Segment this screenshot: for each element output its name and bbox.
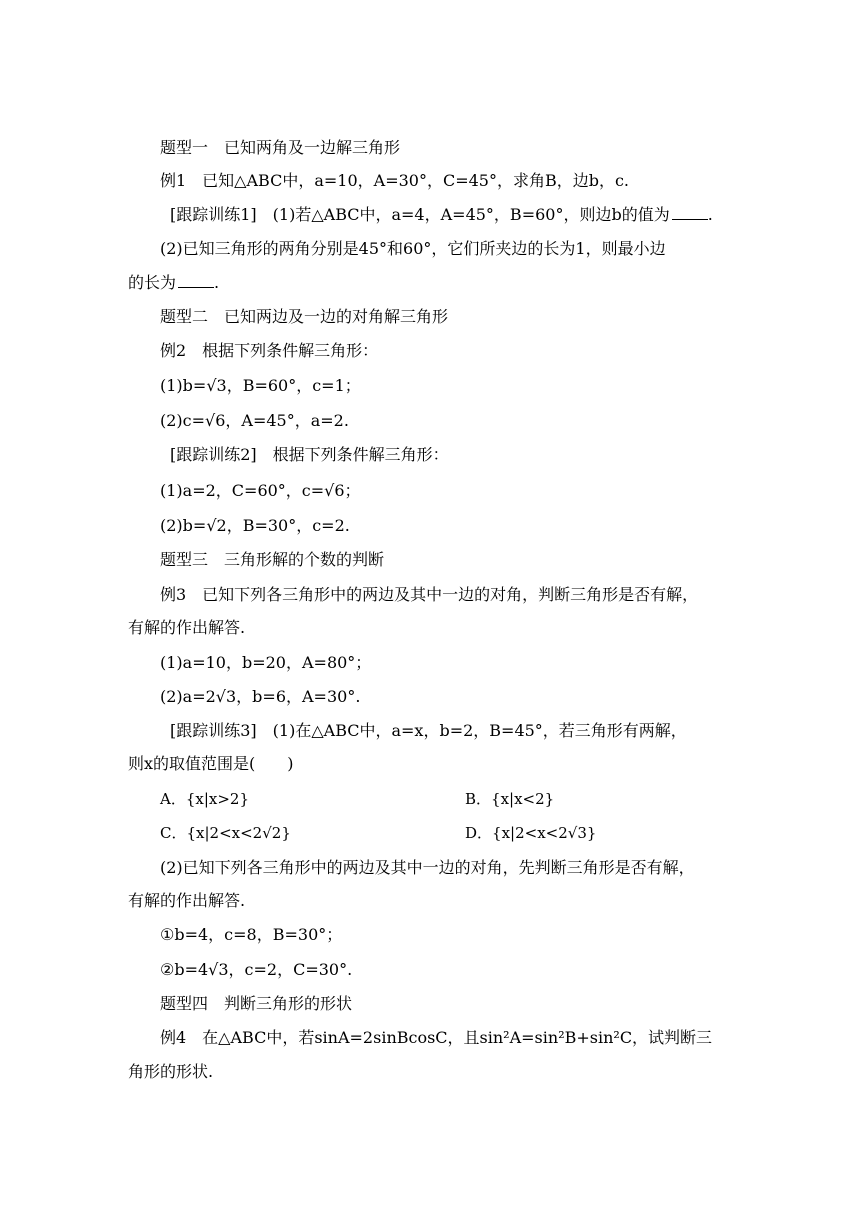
exercise-3-part-2-item-1: ①b=4，c=8，B=30°； bbox=[160, 925, 343, 944]
exercise-1-part-2-continued bbox=[128, 271, 219, 294]
exercise-1-part-1 bbox=[170, 203, 713, 226]
example-2-part-1: (1)b=√3，B=60°，c=1； bbox=[160, 376, 361, 395]
choice-c: C．{x|2<x<2√2} bbox=[160, 824, 291, 842]
exercise-1-part-2: (2)已知三角形的两角分别是45°和60°，它们所夹边的长为1，则最小边 bbox=[160, 239, 666, 258]
exercise-3-part-2: (2)已知下列各三角形中的两边及其中一边的对角，先判断三角形是否有解， bbox=[160, 858, 695, 877]
answer-blank bbox=[672, 203, 708, 220]
example-3-part-2: (2)a=2√3，b=6，A=30°. bbox=[160, 687, 361, 706]
exercise-3-part-1: [跟踪训练3] (1)在△ABC中，a=x，b=2，B=45°，若三角形有两解， bbox=[170, 721, 687, 740]
period: . bbox=[214, 273, 220, 292]
section-heading-2: 题型二 已知两边及一边的对角解三角形 bbox=[160, 307, 449, 326]
exercise-3-part-2-item-2: ②b=4√3，c=2，C=30°. bbox=[160, 960, 353, 979]
choice-d: D．{x|2<x<2√3} bbox=[465, 824, 597, 842]
section-heading-3: 题型三 三角形解的个数的判断 bbox=[160, 550, 385, 569]
choice-a: A．{x|x>2} bbox=[160, 790, 250, 808]
answer-blank bbox=[178, 271, 214, 288]
exercise-2: [跟踪训练2] 根据下列条件解三角形： bbox=[170, 445, 449, 464]
example-4: 例4 在△ABC中，若sinA=2sinBcosC，且sin²A=sin²B+sin²C，试判断三 bbox=[160, 1028, 713, 1047]
example-2: 例2 根据下列条件解三角形： bbox=[160, 341, 379, 360]
period: . bbox=[707, 205, 713, 224]
example-1: 例1 已知△ABC中，a=10，A=30°，C=45°，求角B，边b，c. bbox=[160, 171, 630, 190]
exercise-1-part-2-text: 的长为 bbox=[128, 273, 177, 292]
example-4-continued: 角形的形状. bbox=[128, 1062, 214, 1081]
section-heading-4: 题型四 判断三角形的形状 bbox=[160, 994, 353, 1013]
exercise-2-part-2: (2)b=√2，B=30°，c=2. bbox=[160, 516, 350, 535]
example-2-part-2: (2)c=√6，A=45°，a=2. bbox=[160, 411, 349, 430]
exercise-3-part-2-continued: 有解的作出解答. bbox=[128, 891, 246, 910]
exercise-3-part-1-continued: 则x的取值范围是( ) bbox=[128, 754, 294, 773]
example-3: 例3 已知下列各三角形中的两边及其中一边的对角，判断三角形是否有解， bbox=[160, 585, 699, 604]
section-heading-1: 题型一 已知两角及一边解三角形 bbox=[160, 138, 401, 157]
choice-b: B．{x|x<2} bbox=[465, 790, 555, 808]
exercise-1-part-1-text: [跟踪训练1] (1)若△ABC中，a=4，A=45°，B=60°，则边b的值为 bbox=[170, 205, 670, 224]
example-3-continued: 有解的作出解答. bbox=[128, 618, 246, 637]
exercise-2-part-1: (1)a=2，C=60°，c=√6； bbox=[160, 481, 361, 500]
example-3-part-1: (1)a=10，b=20，A=80°； bbox=[160, 653, 372, 672]
